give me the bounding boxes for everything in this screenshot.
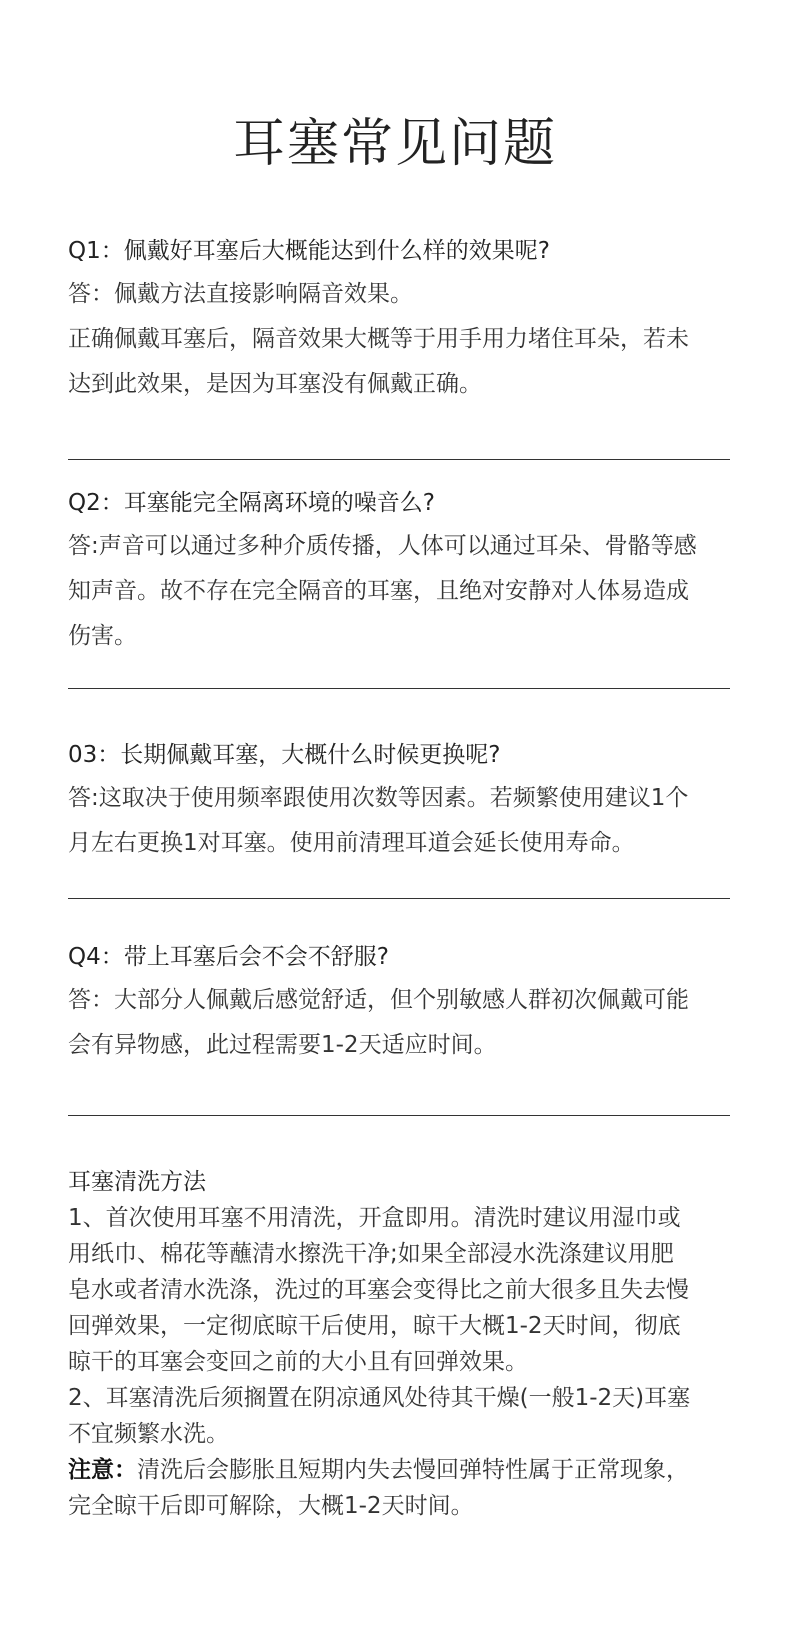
answer-line: 会有异物感，此过程需要1-2天适应时间。 [68, 1032, 497, 1058]
cleaning-line: 2、耳塞清洗后须搁置在阴凉通风处待其干燥(一般1-2天)耳塞 [68, 1385, 691, 1411]
cleaning-line: 不宜频繁水洗。 [68, 1421, 229, 1447]
note-text: 清洗后会膨胀且短期内失去慢回弹特性属于正常现象， [137, 1457, 689, 1483]
faq-question: Q1：佩戴好耳塞后大概能达到什么样的效果呢? [68, 238, 550, 264]
cleaning-line: 1、首次使用耳塞不用清洗，开盒即用。清洗时建议用湿巾或 [68, 1205, 681, 1231]
note-line [68, 1452, 730, 1488]
cleaning-line: 用纸巾、棉花等蘸清水擦洗干净;如果全部浸水洗涤建议用肥 [68, 1241, 674, 1267]
faq-answer [68, 272, 730, 407]
faq-item-1 [68, 236, 730, 407]
faq-item-2 [68, 488, 730, 659]
cleaning-line: 皂水或者清水洗涤，洗过的耳塞会变得比之前大很多且失去慢 [68, 1277, 689, 1303]
faq-question: 03：长期佩戴耳塞，大概什么时候更换呢? [68, 742, 501, 768]
faq-question: Q2：耳塞能完全隔离环境的噪音么? [68, 490, 435, 516]
faq-answer [68, 978, 730, 1068]
divider [68, 898, 730, 899]
faq-item-3 [68, 740, 730, 866]
answer-line: 达到此效果，是因为耳塞没有佩戴正确。 [68, 371, 482, 397]
answer-line: 正确佩戴耳塞后，隔音效果大概等于用手用力堵住耳朵，若未 [68, 326, 689, 352]
divider [68, 1115, 730, 1116]
cleaning-heading: 耳塞清洗方法 [68, 1169, 206, 1195]
divider [68, 459, 730, 460]
answer-line: 伤害。 [68, 623, 137, 649]
answer-line: 知声音。故不存在完全隔音的耳塞，且绝对安静对人体易造成 [68, 578, 689, 604]
page-title: 耳塞常见问题 [232, 114, 557, 174]
cleaning-line: 回弹效果，一定彻底晾干后使用，晾干大概1-2天时间，彻底 [68, 1313, 681, 1339]
answer-line: 月左右更换1对耳塞。使用前清理耳道会延长使用寿命。 [68, 830, 635, 856]
answer-line: 答:声音可以通过多种介质传播，人体可以通过耳朵、骨骼等感 [68, 533, 697, 559]
note-line: 完全晾干后即可解除，大概1-2天时间。 [68, 1493, 474, 1519]
answer-line: 答：大部分人佩戴后感觉舒适，但个别敏感人群初次佩戴可能 [68, 987, 689, 1013]
answer-line: 答：佩戴方法直接影响隔音效果。 [68, 281, 413, 307]
note-label: 注意： [68, 1457, 137, 1483]
faq-answer [68, 524, 730, 659]
faq-answer [68, 776, 730, 866]
answer-line: 答:这取决于使用频率跟使用次数等因素。若频繁使用建议1个 [68, 785, 689, 811]
faq-item-4 [68, 942, 730, 1068]
divider [68, 688, 730, 689]
cleaning-line: 晾干的耳塞会变回之前的大小且有回弹效果。 [68, 1349, 528, 1375]
cleaning-section [68, 1164, 730, 1524]
faq-question: Q4：带上耳塞后会不会不舒服? [68, 944, 389, 970]
